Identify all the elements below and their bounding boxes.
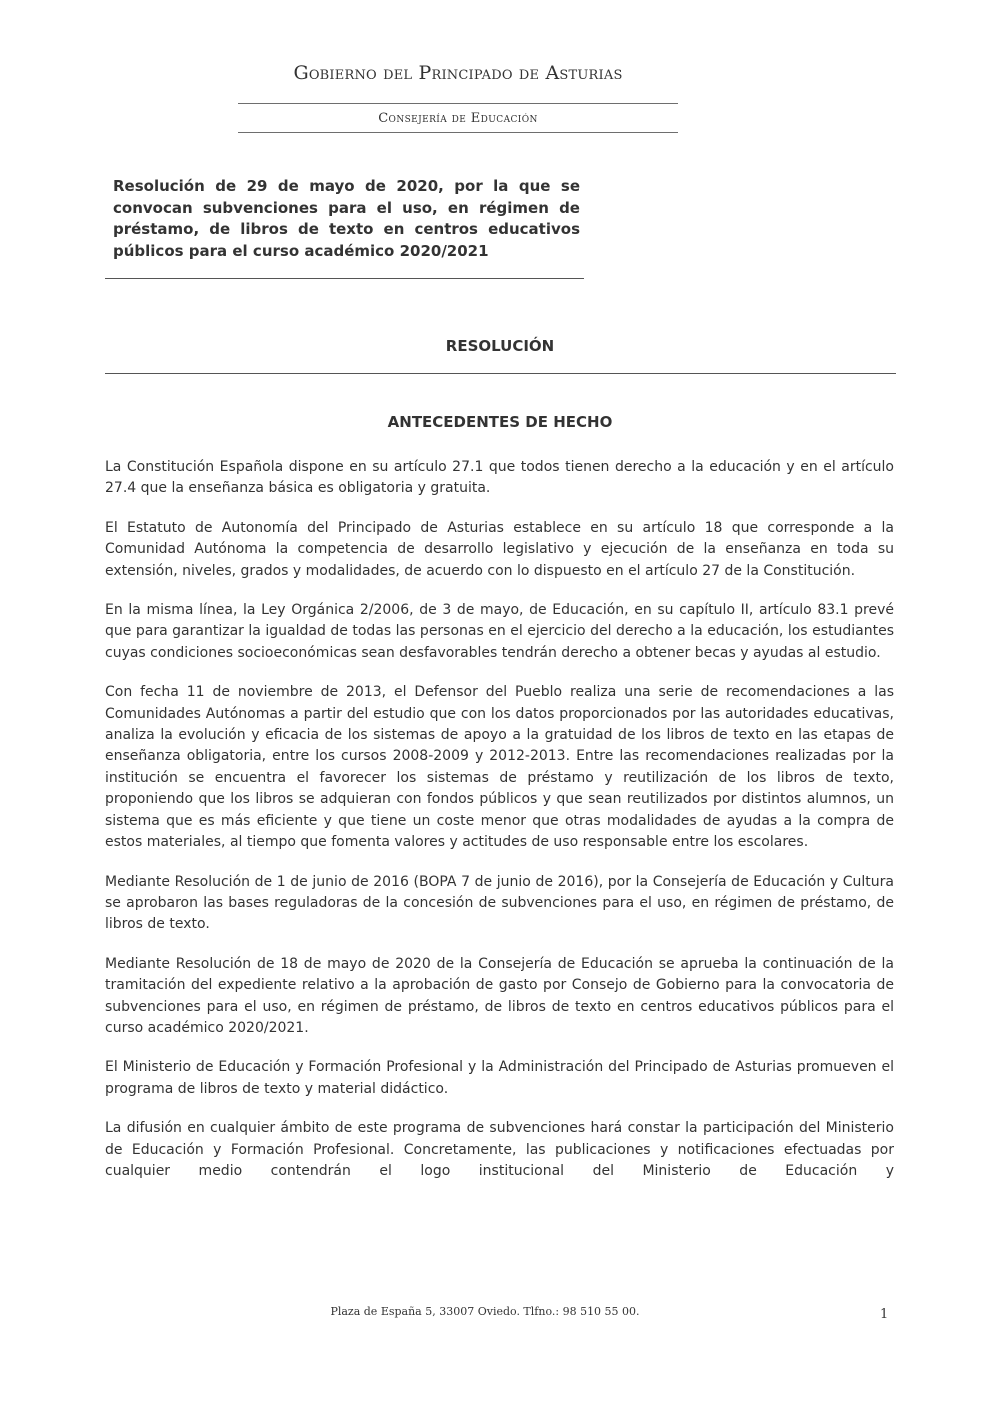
resolution-title: Resolución de 29 de mayo de 2020, por la que se convocan subvenciones para el uso, en régimen de préstamo, de libros de texto en centros educativos públicos para el curso académico 2020/2021: [113, 177, 580, 260]
paragraph: El Ministerio de Educación y Formación Profesional y la Administración del Principado de Asturias promueven el programa de libros de texto y material didáctico.: [105, 1059, 894, 1097]
paragraph: En la misma línea, la Ley Orgánica 2/2006, de 3 de mayo, de Educación, en su capítulo II, artículo 83.1 prevé que para garantizar la igualdad de todas las personas en el ejercicio del derecho a la educación, los estudiantes cuyas condiciones socioeconómicas sean desfavorables tendrán derecho a obtener becas y ayudas al estudio.: [105, 602, 894, 661]
header-divider-bottom: [238, 132, 678, 133]
department-name: Consejería de Educación: [378, 111, 538, 126]
title-divider: [105, 278, 584, 279]
paragraph: Mediante Resolución de 1 de junio de 2016 (BOPA 7 de junio de 2016), por la Consejería de Educación y Cultura se aprobaron las bases reguladoras de la concesión de subvenciones para el uso, en régimen de préstamo, de libros de texto.: [105, 873, 894, 933]
header-divider-top: [238, 103, 678, 104]
page-number: 1: [880, 1307, 889, 1322]
section-heading: ANTECEDENTES DE HECHO: [387, 413, 613, 431]
paragraph: La Constitución Española dispone en su artículo 27.1 que todos tienen derecho a la educación y en el artículo 27.4 que la enseñanza básica es obligatoria y gratuita.: [105, 459, 894, 497]
paragraph: La difusión en cualquier ámbito de este programa de subvenciones hará constar la participación del Ministerio de Educación y Formación Profesional. Concretamente, las publicaciones y notificaciones efectuadas por cualquier medio contendrán el logo institucional del Ministerio de Educación y: [105, 1120, 894, 1179]
paragraph: Mediante Resolución de 18 de mayo de 2020 de la Consejería de Educación se aprueba la continuación de la tramitación del expediente relativo a la aprobación de gasto por Consejo de Gobierno para la convocatoria de subvenciones para el uso, en régimen de préstamo, de libros de texto en centros educativos públicos para el curso académico 2020/2021.: [105, 955, 894, 1036]
resolucion-divider: [105, 373, 896, 374]
government-header: Gobierno del Principado de Asturias: [293, 62, 623, 84]
paragraph: El Estatuto de Autonomía del Principado de Asturias establece en su artículo 18 que corresponde a la Comunidad Autónoma la competencia de desarrollo legislativo y ejecución de la enseñanza en toda su extensión, niveles, grados y modalidades, de acuerdo con lo dispuesto en el artículo 27 de la Constitución.: [105, 519, 894, 579]
document-body: [105, 457, 894, 1200]
paragraph: Con fecha 11 de noviembre de 2013, el Defensor del Pueblo realiza una serie de recomendaciones a las Comunidades Autónomas a partir del estudio que con los datos proporcionados por las autoridades educativas, analiza la evolución y eficacia de los sistemas de apoyo a la gratuidad de los libros de texto en las etapas de enseñanza obligatoria, entre los cursos 2008-2009 y 2012-2013. Entre las recomendaciones realizadas por la institución se encuentra el favorecer los sistemas de préstamo y reutilización de los libros de texto, proponiendo que los libros se adquieran con fondos públicos y que sean reutilizados por distintos alumnos, un sistema que es más eficiente y que tiene un coste menor que otras modalidades de ayudas a la compra de estos materiales, al tiempo que fomenta valores y actitudes de uso responsable entre los escolares.: [105, 684, 894, 851]
footer-address: Plaza de España 5, 33007 Oviedo. Tlfno.: 98 510 55 00.: [330, 1305, 640, 1318]
resolucion-heading: RESOLUCIÓN: [445, 337, 555, 355]
